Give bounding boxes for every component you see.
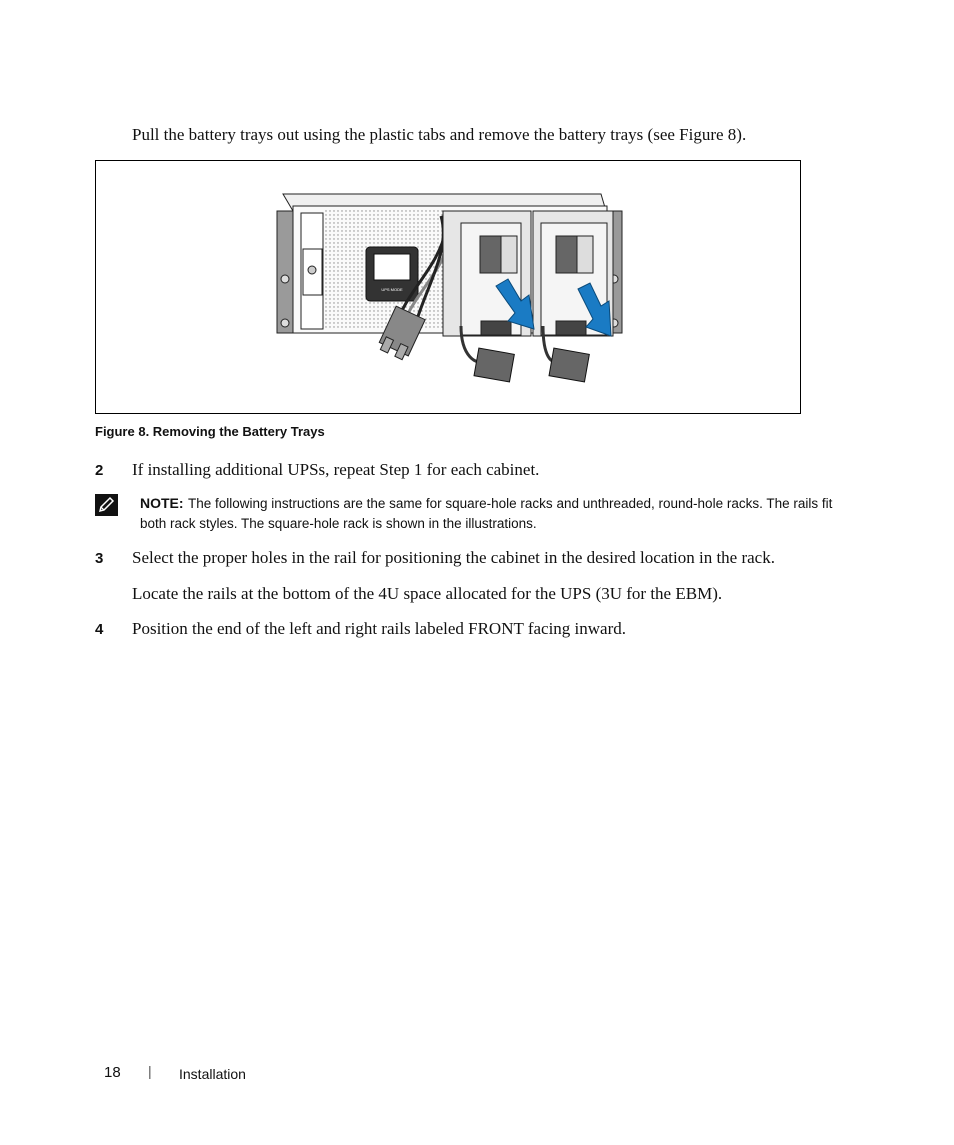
step-text: Select the proper holes in the rail for positioning the cabinet in the desired location in the rack. [132,548,775,567]
left-rack-ear [277,211,293,333]
intro-paragraph: Pull the battery trays out using the plastic tabs and remove the battery trays (see Figure 8). [132,125,747,144]
figure-frame [95,160,801,414]
figure-caption: Figure 8. Removing the Battery Trays [95,424,325,439]
step-continuation: Locate the rails at the bottom of the 4U space allocated for the UPS (3U for the EBM). [132,584,723,603]
footer-section-title: Installation [179,1066,246,1082]
tray1-connector [474,348,514,382]
step-text: If installing additional UPSs, repeat Step 1 for each cabinet. [132,460,540,479]
footer-separator: | [148,1063,152,1079]
note-text: The following instructions are the same for square-hole racks and unthreaded, round-hole racks. The rails fit both rack styles. The square-hole rack is shown in the illustrations. [140,496,833,531]
step-number: 4 [95,621,104,638]
note-label: NOTE: [140,495,184,511]
ups-battery-tray-illustration [96,161,802,415]
page-number: 18 [104,1064,121,1081]
screw-tl [281,275,289,283]
step-text: Position the end of the left and right rails labeled FRONT facing inward. [132,619,626,638]
pencil-note-icon [95,494,118,516]
note-block [140,494,845,534]
step-number: 3 [95,550,104,567]
step-number: 2 [95,462,104,479]
panel-label: UPS MODE [381,287,403,292]
power-switch [308,266,316,274]
screw-bl [281,319,289,327]
lcd-screen [374,254,410,280]
tray2-connector [549,348,589,382]
